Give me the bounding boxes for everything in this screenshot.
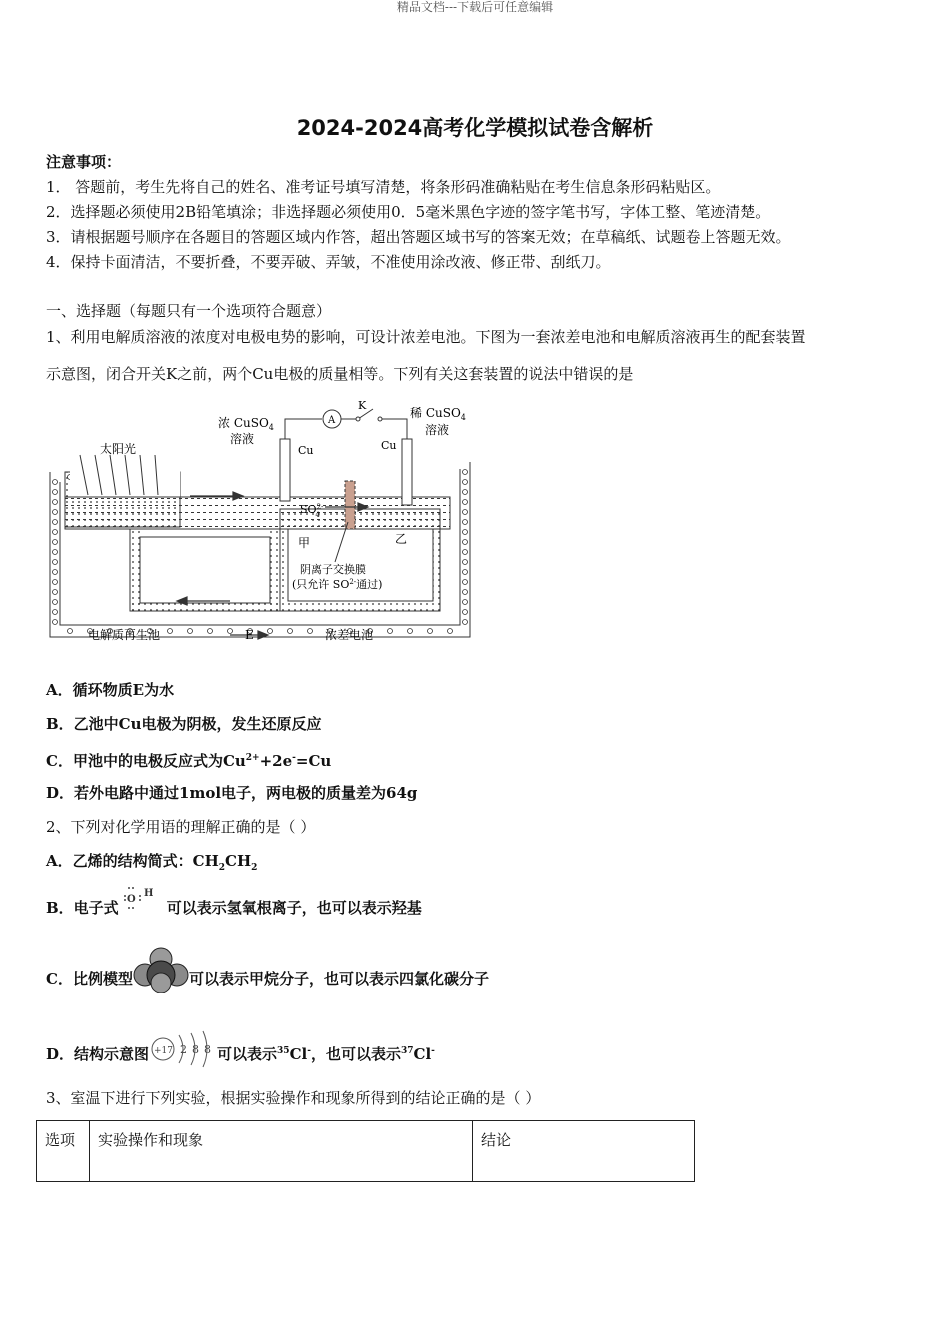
sulfate-label: $SO^{2-}4$ [300,503,324,519]
question-1-stem: 1、利用电解质溶液的浓度对电极电势的影响，可设计浓差电池。下图为一套浓差电池和电解质溶液再生的配套装置 [46,328,806,346]
switch-label: K [358,399,367,412]
concentration-cell-label: 浓差电池 [325,628,374,642]
question-3-stem: 3、室温下进行下列实验，根据实验操作和现象所得到的结论正确的是（ ） [46,1089,541,1107]
q1-option-c: C．甲池中的电极反应式为$Cu^{2+}+2e^-=Cu$ [46,752,332,770]
header-cell-option: 选项 [37,1121,90,1182]
ammeter-label: A [328,415,336,426]
notice-item: 2．选择题必须使用2B铅笔填涂；非选择题必须使用0．5毫米黑色字迹的签字笔书写，字体工整、笔迹清楚。 [46,203,771,221]
q2-option-c: C．比例模型 可以表示甲烷分子，也可以表示四氯化碳分子 [46,969,489,989]
q2-option-d: D．结构示意图 +17 2 8 8 可以表示$^{35}$Cl-，也可以表示$^{37}$Cl- [46,1041,435,1064]
header-cell-conclusion: 结论 [473,1121,695,1182]
space-filling-model-icon [133,969,189,989]
page-title: 2024-2024高考化学模拟试卷含解析 [296,116,654,140]
svg-text:H: H [143,888,154,899]
svg-text:O: O [126,894,136,905]
left-cu-electrode [280,439,290,501]
anion-exchange-membrane [345,481,355,529]
q1-option-d: D．若外电路中通过1mol电子，两电极的质量差为64g [46,784,418,802]
question-2-stem: 2、下列对化学用语的理解正确的是（ ） [46,818,316,836]
cell-yi-label: 乙 [395,532,408,546]
dilute-solution-label: 稀 CuSO$_4$ [410,406,466,422]
notice-heading: 注意事项： [46,153,122,171]
svg-text:2: 2 [180,1043,188,1056]
notice-item: 1． 答题前，考生先将自己的姓名、准考证号填写清楚，将条形码准确粘贴在考生信息条形码粘贴区。 [46,178,721,196]
right-electrode-label: Cu [381,439,397,452]
concentration-cell-diagram [40,397,480,657]
regeneration-pool-label: 电解质再生池 [88,628,161,642]
notice-item: 3．请根据题号顺序在各题目的答题区域内作答，超出答题区域书写的答案无效；在草稿纸、试题卷上答题无效。 [46,228,791,246]
q2-option-b: B．电子式 O H 可以表示氢氧根离子，也可以表示羟基 [46,888,422,917]
conc-solution-label: 浓 CuSO$_4$ [218,416,274,432]
membrane-label-2: (只允许 $SO^{2-}$通过) [292,578,383,591]
electron-formula-image [119,888,167,918]
page-header: 精品文档---下载后可任意编辑 [396,0,554,14]
right-cu-electrode [402,439,412,505]
dilute-solution-label-2: 溶液 [425,423,450,437]
circulation-e-label: E [245,628,254,642]
conc-solution-label-2: 溶液 [230,432,255,446]
svg-text:8: 8 [192,1043,200,1056]
experiment-table [36,1120,695,1182]
header-cell-operation: 实验操作和现象 [90,1121,473,1182]
sunlight-label: 太阳光 [100,442,137,456]
q2-option-a: A．乙烯的结构简式：$CH_2CH_2$ [46,852,258,873]
q1-option-b: B．乙池中Cu电极为阴极，发生还原反应 [46,715,322,733]
cell-jia-label: 甲 [298,536,311,550]
membrane-label: 阴离子交换膜 [300,563,366,576]
q1-option-a: A．循环物质E为水 [46,681,175,699]
svg-text:+17: +17 [154,1046,174,1056]
atom-structure-diagram [149,1041,217,1061]
svg-text:8: 8 [204,1043,212,1056]
notice-item: 4．保持卡面清洁，不要折叠，不要弄破、弄皱，不准使用涂改液、修正带、刮纸刀。 [46,253,611,271]
section-heading: 一、选择题（每题只有一个选项符合题意） [46,302,332,320]
table-header-row [37,1121,695,1182]
left-electrode-label: Cu [298,444,314,457]
question-1-stem-cont: 示意图，闭合开关K之前，两个Cu电极的质量相等。下列有关这套装置的说法中错误的是 [46,365,634,383]
